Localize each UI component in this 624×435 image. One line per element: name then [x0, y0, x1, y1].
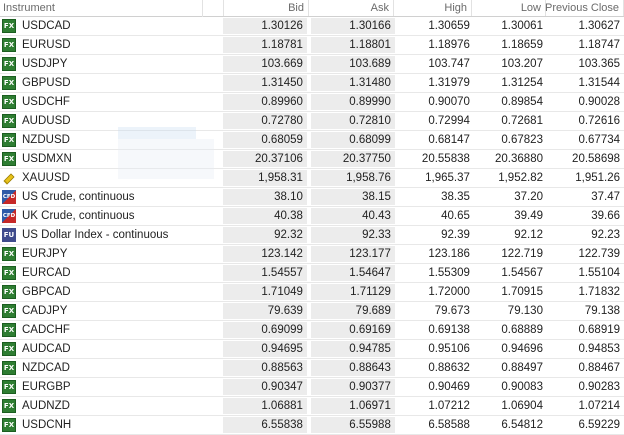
- table-row[interactable]: [0, 150, 624, 169]
- bid-price[interactable]: 1,958.31: [223, 170, 307, 186]
- ask-price[interactable]: 40.43: [311, 208, 395, 224]
- instrument-name: US Crude, continuous: [22, 191, 135, 203]
- instrument-name: NZDCAD: [22, 362, 70, 374]
- ask-price[interactable]: 0.72810: [311, 113, 395, 129]
- fx-icon: FX: [2, 285, 16, 299]
- fx-icon: FX: [2, 247, 16, 261]
- low-price: 92.12: [514, 229, 543, 241]
- instrument-name: US Dollar Index - continuous: [22, 229, 169, 241]
- ask-price[interactable]: 0.69169: [311, 322, 395, 338]
- previous-close-price: 1.31544: [578, 77, 621, 89]
- ask-price[interactable]: 0.90377: [311, 379, 395, 395]
- ask-price[interactable]: 92.33: [311, 227, 395, 243]
- instrument-name: CADJPY: [22, 305, 68, 317]
- bid-price[interactable]: 1.18781: [223, 37, 307, 53]
- high-price: 0.95106: [428, 343, 470, 355]
- table-row[interactable]: [0, 112, 624, 131]
- instrument-name: EURUSD: [22, 39, 71, 51]
- low-price: 1.06904: [501, 400, 543, 412]
- instrument-cell[interactable]: [0, 397, 221, 415]
- high-price: 0.90070: [428, 96, 470, 108]
- low-price: 1.30061: [501, 20, 543, 32]
- ask-price[interactable]: 1.30166: [311, 18, 395, 34]
- low-price: 1.31254: [501, 77, 543, 89]
- instrument-name: USDMXN: [22, 153, 72, 165]
- high-price: 0.88632: [428, 362, 470, 374]
- high-price: 6.58588: [428, 419, 470, 431]
- bid-price[interactable]: 38.10: [223, 189, 307, 205]
- high-price: 0.72994: [428, 115, 470, 127]
- ask-price[interactable]: 1.71129: [311, 284, 395, 300]
- high-price: 1.31979: [428, 77, 470, 89]
- high-price: 1.07212: [428, 400, 470, 412]
- fx-icon: FX: [2, 399, 16, 413]
- instrument-name: USDCAD: [22, 20, 71, 32]
- bid-price[interactable]: 1.30126: [223, 18, 307, 34]
- instrument-cell[interactable]: [0, 416, 221, 434]
- table-row[interactable]: [0, 207, 624, 226]
- fx-icon: FX: [2, 361, 16, 375]
- ask-price[interactable]: 1.06971: [311, 398, 395, 414]
- header-column-divider: [202, 0, 203, 17]
- high-price: 1.72000: [428, 286, 470, 298]
- instrument-name: EURGBP: [22, 381, 71, 393]
- fx-icon: FX: [2, 95, 16, 109]
- ask-price[interactable]: 79.689: [311, 303, 395, 319]
- cfd-icon: CFD: [2, 190, 16, 204]
- previous-close-price: 0.94853: [578, 343, 621, 355]
- column-header-high[interactable]: High: [394, 0, 472, 16]
- column-header-previous-close[interactable]: Previous Close: [546, 0, 624, 16]
- instrument-cell[interactable]: [0, 93, 221, 111]
- instrument-cell[interactable]: [0, 302, 221, 320]
- gold-bar-icon: [2, 171, 16, 185]
- low-price: 0.94696: [501, 343, 543, 355]
- previous-close-price: 79.138: [584, 305, 621, 317]
- table-row[interactable]: [0, 131, 624, 150]
- instrument-cell[interactable]: [0, 264, 221, 282]
- high-price: 38.35: [441, 191, 470, 203]
- table-row[interactable]: [0, 283, 624, 302]
- previous-close-price: 0.68919: [578, 324, 621, 336]
- previous-close-price: 1.71832: [578, 286, 621, 298]
- fx-icon: FX: [2, 19, 16, 33]
- previous-close-price: 0.90283: [578, 381, 621, 393]
- instrument-cell[interactable]: [0, 74, 221, 92]
- instrument-cell[interactable]: [0, 36, 221, 54]
- bid-price[interactable]: 0.88563: [223, 360, 307, 376]
- high-price: 0.69138: [428, 324, 470, 336]
- faded-tooltip-overlay-body: [118, 139, 214, 179]
- instrument-name: USDCNH: [22, 419, 72, 431]
- low-price: 1.54567: [501, 267, 543, 279]
- fx-icon: FX: [2, 114, 16, 128]
- ask-price[interactable]: 6.55988: [311, 417, 395, 433]
- previous-close-price: 1.07214: [578, 400, 621, 412]
- fx-icon: FX: [2, 304, 16, 318]
- table-row[interactable]: [0, 264, 624, 283]
- instrument-name: USDCHF: [22, 96, 70, 108]
- column-header-low[interactable]: Low: [472, 0, 546, 16]
- high-price: 103.747: [428, 58, 470, 70]
- fx-icon: FX: [2, 57, 16, 71]
- instrument-name: AUDNZD: [22, 400, 70, 412]
- bid-price[interactable]: 0.72780: [223, 113, 307, 129]
- low-price: 0.88497: [501, 362, 543, 374]
- high-price: 79.673: [434, 305, 470, 317]
- instrument-cell[interactable]: [0, 207, 221, 225]
- ask-price[interactable]: 1.18801: [311, 37, 395, 53]
- column-header-ask[interactable]: Ask: [309, 0, 394, 16]
- previous-close-price: 0.67734: [578, 134, 621, 146]
- instrument-cell[interactable]: [0, 340, 221, 358]
- previous-close-price: 0.72616: [578, 115, 621, 127]
- low-price: 37.20: [514, 191, 543, 203]
- ask-price[interactable]: 1.54647: [311, 265, 395, 281]
- fx-icon: FX: [2, 342, 16, 356]
- low-price: 122.719: [501, 248, 543, 260]
- fx-icon: FX: [2, 76, 16, 90]
- low-price: 39.49: [514, 210, 543, 222]
- table-body: [0, 17, 624, 435]
- instrument-cell[interactable]: [0, 245, 221, 263]
- fx-icon: FX: [2, 323, 16, 337]
- high-price: 0.90469: [428, 381, 470, 393]
- ask-price[interactable]: 0.88643: [311, 360, 395, 376]
- bid-price[interactable]: 6.55838: [223, 417, 307, 433]
- high-price: 1.55309: [428, 267, 470, 279]
- ask-price[interactable]: 0.68099: [311, 132, 395, 148]
- cfd-icon: CFD: [2, 209, 16, 223]
- high-price: 92.39: [441, 229, 470, 241]
- faded-tooltip-overlay: [118, 127, 196, 139]
- table-row[interactable]: [0, 55, 624, 74]
- table-row[interactable]: [0, 93, 624, 112]
- fx-icon: FX: [2, 152, 16, 166]
- table-row[interactable]: [0, 416, 624, 435]
- fx-icon: FX: [2, 133, 16, 147]
- column-header-bid[interactable]: Bid: [224, 0, 309, 16]
- low-price: 0.90083: [501, 381, 543, 393]
- previous-close-price: 1,951.26: [575, 172, 621, 184]
- table-row[interactable]: [0, 245, 624, 264]
- instrument-name: AUDUSD: [22, 115, 71, 127]
- low-price: 1.18659: [501, 39, 543, 51]
- bid-price[interactable]: 79.639: [223, 303, 307, 319]
- instrument-name: EURJPY: [22, 248, 68, 260]
- previous-close-price: 20.58698: [572, 153, 621, 165]
- fx-icon: FX: [2, 38, 16, 52]
- instrument-cell[interactable]: [0, 226, 221, 244]
- low-price: 0.72681: [501, 115, 543, 127]
- high-price: 0.68147: [428, 134, 470, 146]
- bid-price[interactable]: 0.94695: [223, 341, 307, 357]
- instrument-cell[interactable]: [0, 378, 221, 396]
- previous-close-price: 37.47: [591, 191, 621, 203]
- bid-price[interactable]: 1.54557: [223, 265, 307, 281]
- bid-price[interactable]: 1.06881: [223, 398, 307, 414]
- low-price: 6.54812: [501, 419, 543, 431]
- low-price: 20.36880: [495, 153, 543, 165]
- table-row[interactable]: [0, 74, 624, 93]
- high-price: 1.30659: [428, 20, 470, 32]
- instrument-name: UK Crude, continuous: [22, 210, 135, 222]
- table-row[interactable]: [0, 397, 624, 416]
- bid-price[interactable]: 92.32: [223, 227, 307, 243]
- ask-price[interactable]: 123.177: [311, 246, 395, 262]
- previous-close-price: 92.23: [591, 229, 621, 241]
- high-price: 1,965.37: [425, 172, 470, 184]
- previous-close-price: 6.59229: [578, 419, 621, 431]
- low-price: 0.89854: [501, 96, 543, 108]
- high-price: 1.18976: [428, 39, 470, 51]
- low-price: 103.207: [501, 58, 543, 70]
- previous-close-price: 1.30627: [578, 20, 621, 32]
- previous-close-price: 39.66: [591, 210, 621, 222]
- ask-price[interactable]: 1,958.76: [311, 170, 395, 186]
- fx-icon: FX: [2, 266, 16, 280]
- bid-price[interactable]: 123.142: [223, 246, 307, 262]
- instrument-name: NZDUSD: [22, 134, 70, 146]
- table-row[interactable]: [0, 226, 624, 245]
- low-price: 79.130: [507, 305, 543, 317]
- previous-close-price: 0.88467: [578, 362, 621, 374]
- bid-price[interactable]: 40.38: [223, 208, 307, 224]
- bid-price[interactable]: 0.90347: [223, 379, 307, 395]
- table-row[interactable]: [0, 321, 624, 340]
- previous-close-price: 1.55104: [578, 267, 621, 279]
- low-price: 1,952.82: [498, 172, 543, 184]
- low-price: 1.70915: [501, 286, 543, 298]
- instrument-name: GBPUSD: [22, 77, 71, 89]
- high-price: 20.55838: [421, 153, 470, 165]
- low-price: 0.68889: [501, 324, 543, 336]
- instrument-name: XAUUSD: [22, 172, 70, 184]
- table-row[interactable]: [0, 17, 624, 36]
- fx-icon: FX: [2, 418, 16, 432]
- bid-price[interactable]: 1.71049: [223, 284, 307, 300]
- instrument-cell[interactable]: [0, 359, 221, 377]
- table-header: [0, 0, 624, 17]
- table-row[interactable]: [0, 340, 624, 359]
- instrument-cell[interactable]: [0, 321, 221, 339]
- instrument-cell[interactable]: [0, 55, 221, 73]
- previous-close-price: 1.18747: [578, 39, 621, 51]
- column-header-instrument[interactable]: Instrument: [0, 0, 224, 16]
- table-row[interactable]: [0, 302, 624, 321]
- high-price: 123.186: [428, 248, 470, 260]
- table-row[interactable]: [0, 359, 624, 378]
- instrument-name: USDJPY: [22, 58, 68, 70]
- bid-price[interactable]: 1.31450: [223, 75, 307, 91]
- instrument-name: CADCHF: [22, 324, 70, 336]
- instrument-name: AUDCAD: [22, 343, 71, 355]
- bid-price[interactable]: 0.69099: [223, 322, 307, 338]
- futures-icon: FU: [2, 228, 16, 242]
- fx-icon: FX: [2, 380, 16, 394]
- instrument-name: EURCAD: [22, 267, 71, 279]
- previous-close-price: 122.739: [578, 248, 621, 260]
- ask-price[interactable]: 0.89990: [311, 94, 395, 110]
- instrument-name: GBPCAD: [22, 286, 71, 298]
- ask-price[interactable]: 103.689: [311, 56, 395, 72]
- bid-price[interactable]: 0.68059: [223, 132, 307, 148]
- instrument-cell[interactable]: [0, 283, 221, 301]
- ask-price[interactable]: 0.94785: [311, 341, 395, 357]
- bid-price[interactable]: 20.37106: [223, 151, 307, 167]
- table-row[interactable]: [0, 36, 624, 55]
- low-price: 0.67823: [501, 134, 543, 146]
- ask-price[interactable]: 20.37750: [311, 151, 395, 167]
- instrument-cell[interactable]: [0, 17, 221, 35]
- instrument-cell[interactable]: [0, 188, 221, 206]
- ask-price[interactable]: 38.15: [311, 189, 395, 205]
- ask-price[interactable]: 1.31480: [311, 75, 395, 91]
- previous-close-price: 103.365: [578, 58, 621, 70]
- bid-price[interactable]: 103.669: [223, 56, 307, 72]
- high-price: 40.65: [441, 210, 470, 222]
- bid-price[interactable]: 0.89960: [223, 94, 307, 110]
- table-row[interactable]: [0, 188, 624, 207]
- previous-close-price: 0.90028: [578, 96, 621, 108]
- table-row[interactable]: [0, 169, 624, 188]
- table-row[interactable]: [0, 378, 624, 397]
